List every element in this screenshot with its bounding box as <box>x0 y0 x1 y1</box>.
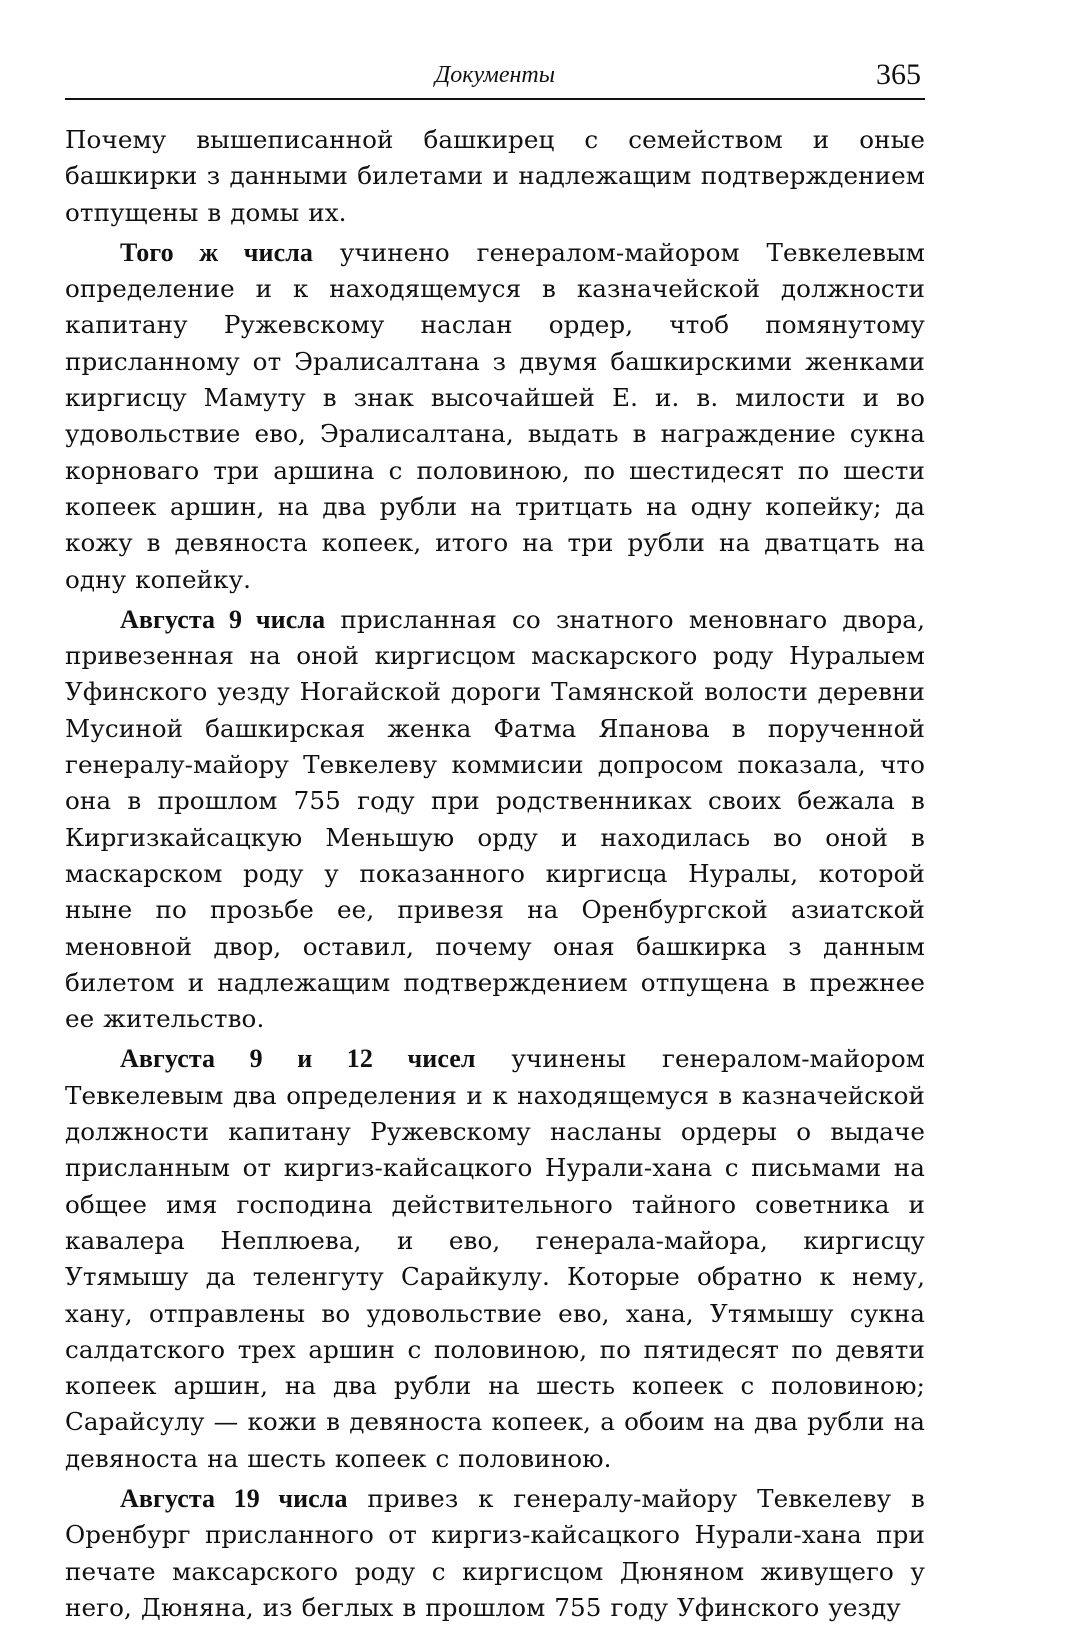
paragraph-4 <box>65 1041 925 1477</box>
paragraph-3-text: присланная со знатного меновнаго двора, привезенная на оной киргисцом маскарского роду Нуралыем Уфинского уезду Ногайской дороги Тамянской волости деревни Мусиной башкирская женка Фатма Япанова в порученной генералу-майору Тевкелеву коммисии допросом показала, что она в прошлом 755 году при родственниках своих бежала в Киргизкайсацкую Меньшую орду и находилась во оной в маскарском роду у показанного киргисца Нуралы, которой ныне по прозьбе ее, привезя на Оренбургской азиатской меновной двор, оставил, почему оная башкирка з данным билетом и надлежащим подтверждением отпущена в прежнее ее жительство. <box>65 604 925 1034</box>
paragraph-4-text: учинены генералом-майором Тевкелевым два определения и к находящемуся в казначейской должности капитану Ружевскому насланы ордеры о выдаче присланным от киргиз-кайсацкого Нурали-хана с письмами на общее имя господина действительного тайного советника и кавалера Неплюева, и ево, генерала-майора, киргисцу Утямышу да теленгуту Сарайкулу. Которые обратно к нему, хану, отправлены во удовольствие ево, хана, Утямышу сукна салдатского трех аршин с половиною, по пятидесят по девяти копеек аршин, на два рубли на шесть копеек с половиною; Сарайсулу — кожи в девяноста копеек, а обоим на два рубли на девяноста на шесть копеек с половиною. <box>65 1044 926 1473</box>
paragraph-2 <box>65 235 925 598</box>
paragraph-5-text: привез к генералу-майору Тевкелеву в Оренбург присланного от киргиз-кайсацкого Нурали-хана при печате максарского роду с киргисцом Дюняном живущего у него, Дюняна, из беглых в прошлом 755 году Уфинского уезду <box>65 1483 925 1622</box>
paragraph-1-text: Почему вышеписанной башкирец с семейством и оные башкирки з данными билетами и надлежащим подтверждением отпущены в домы их. <box>65 125 925 227</box>
paragraph-2-text: учинено генералом-майором Тевкелевым определение и к находящемуся в казначейской должности капитану Ружевскому наслан ордер, чтоб помянутому присланному от Эралисалтана з двумя башкирскими женками киргисцу Мамуту в знак высочайшей Е. и. в. милости и во удовольствие ево, Эралисалтана, выдать в награждение сукна корноваго три аршина с половиною, по шестидесят по шести копеек аршин, на два рубли на тритцать на одну копейку; да кожу в девяноста копеек, итого на три рубли на дватцать на одну копейку. <box>65 237 926 594</box>
paragraph-3-lead: Августа 9 числа <box>120 604 326 634</box>
paragraph-4-lead: Августа 9 и 12 чисел <box>120 1044 476 1074</box>
running-title: Документы <box>434 62 555 88</box>
paragraph-2-lead: Того ж числа <box>120 237 314 267</box>
body-text <box>65 122 925 1626</box>
page-number: 365 <box>876 58 921 91</box>
running-head <box>65 52 925 100</box>
paragraph-3 <box>65 602 925 1038</box>
paragraph-1 <box>65 122 925 231</box>
paragraph-5-lead: Августа 19 числа <box>120 1483 348 1513</box>
document-page <box>65 52 925 1626</box>
paragraph-5 <box>65 1481 925 1626</box>
